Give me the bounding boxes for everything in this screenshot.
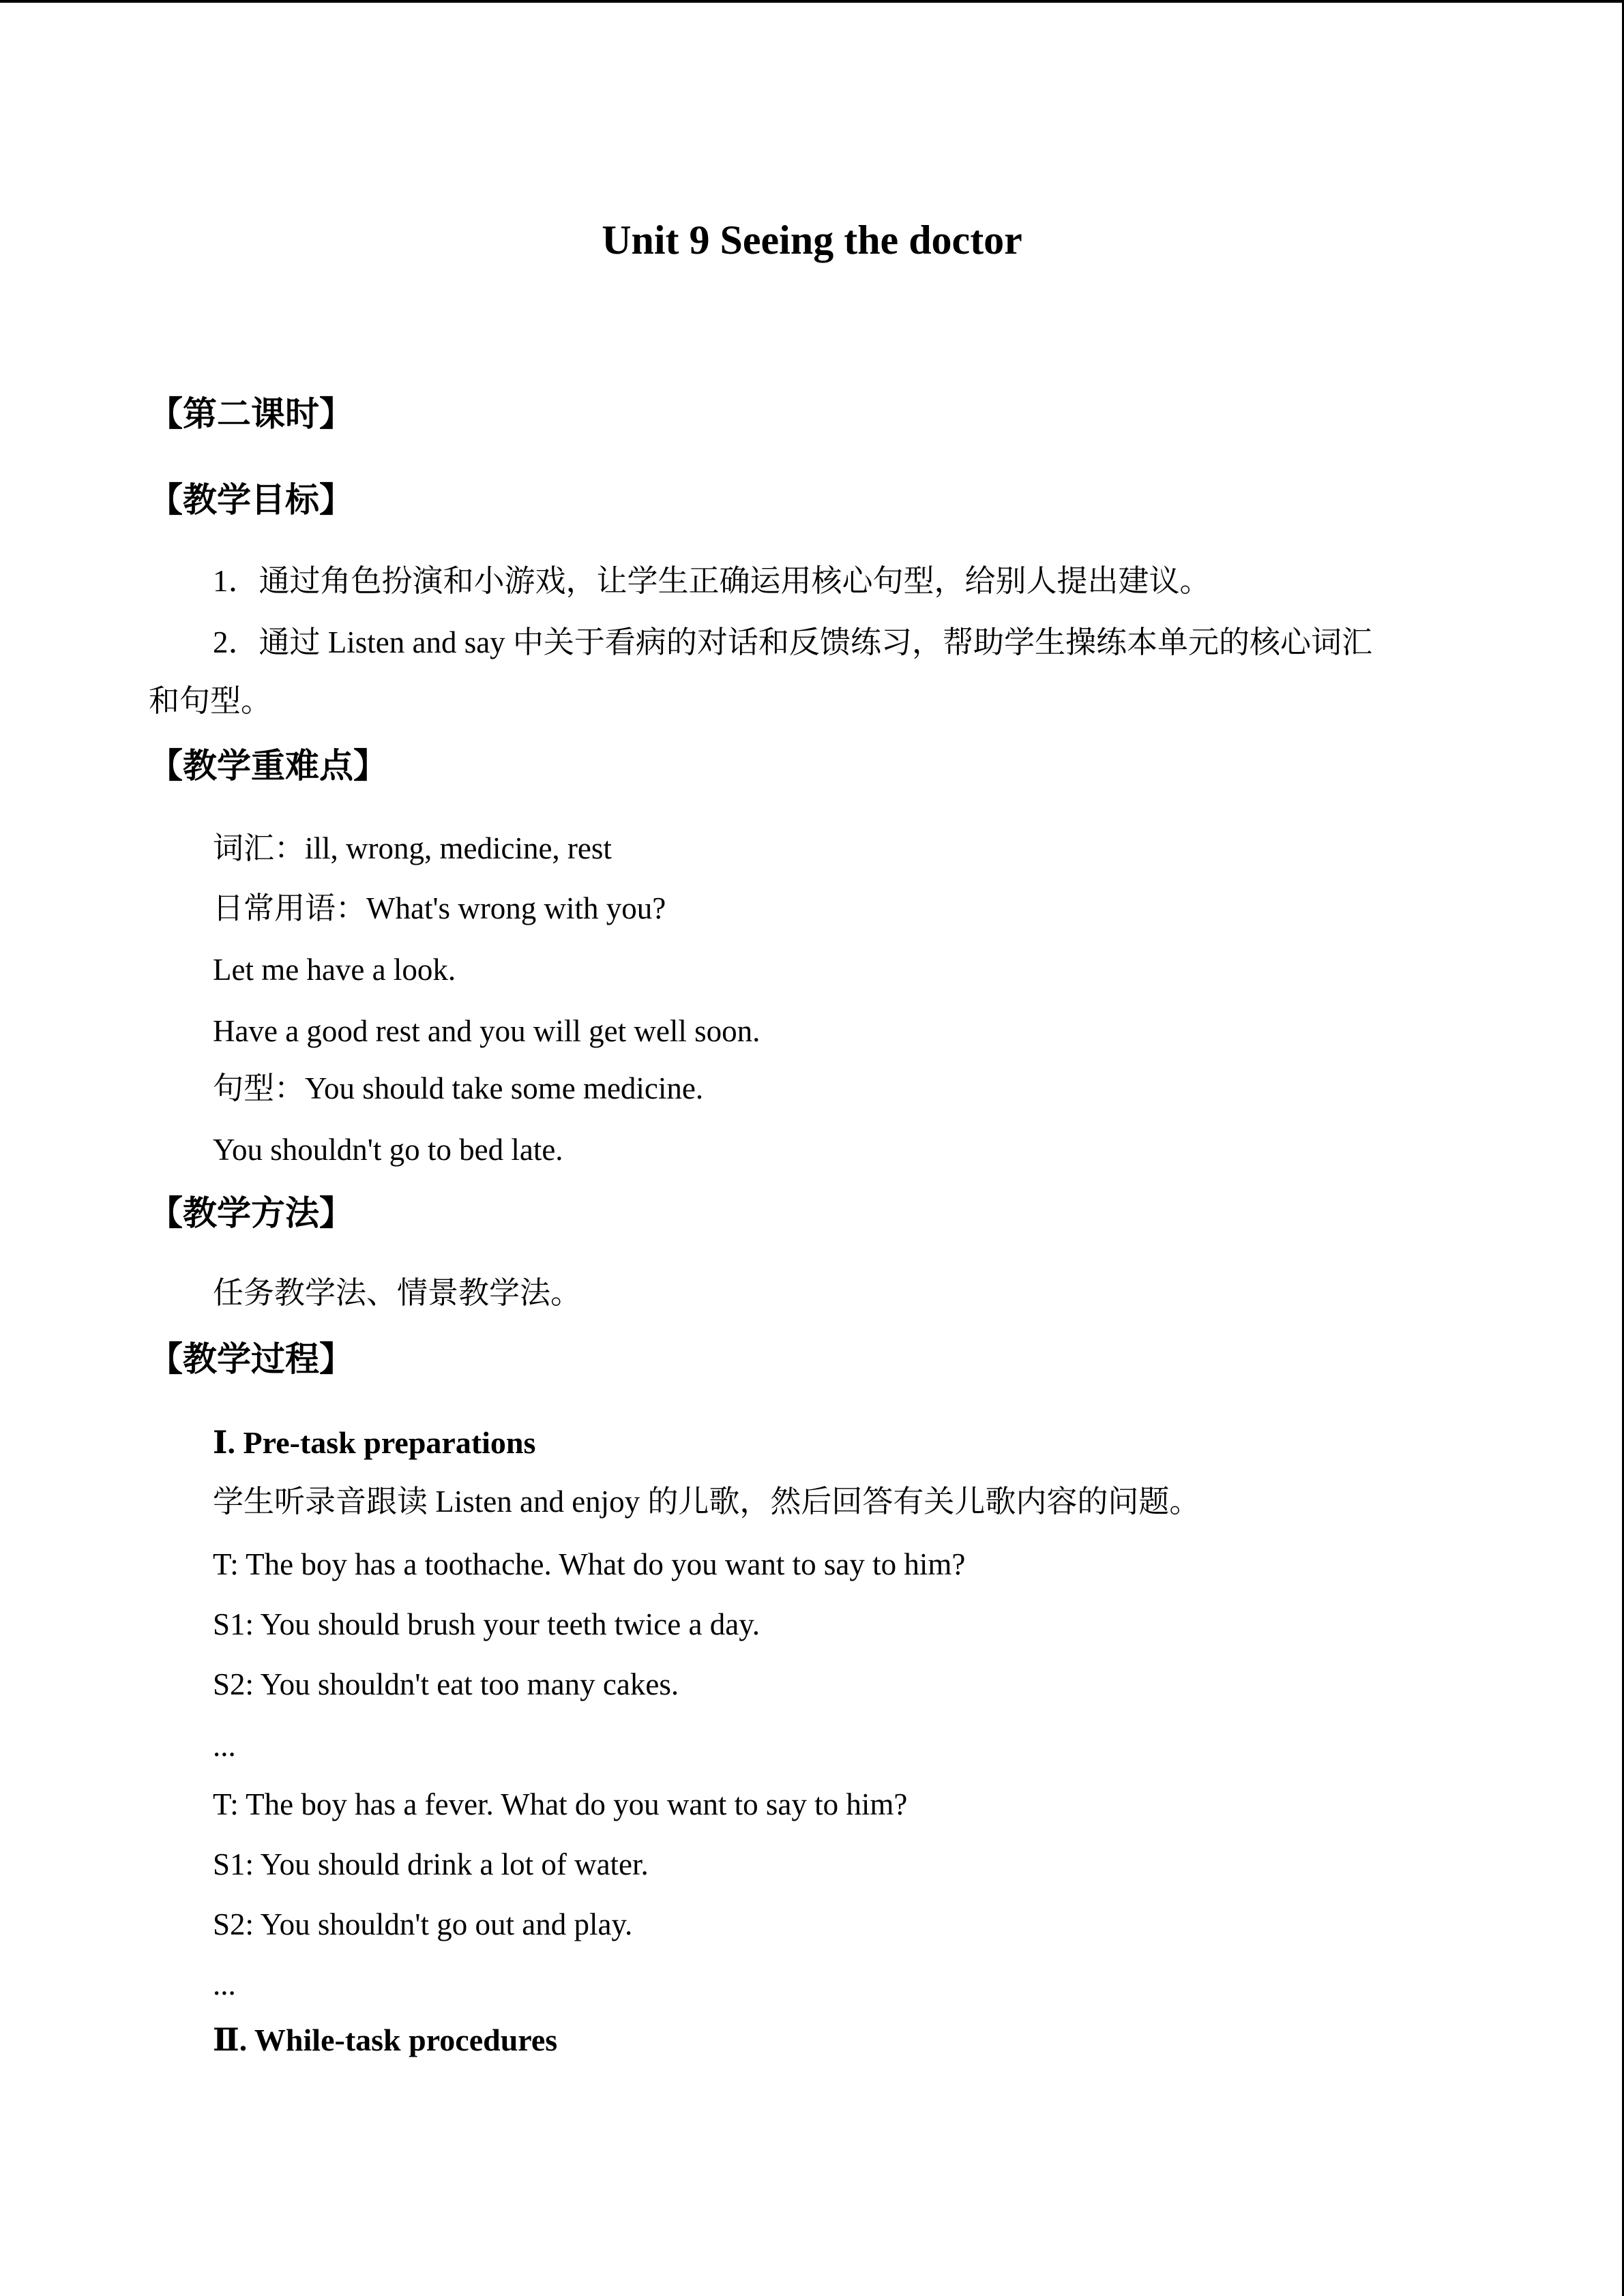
- lesson-heading: 【第二课时】: [149, 394, 353, 434]
- dialogue-line-1: T: The boy has a toothache. What do you want to say to him?: [213, 1547, 966, 1581]
- methods-text: 任务教学法、情景教学法。: [213, 1276, 582, 1310]
- dialogue-ellipsis-2: ...: [213, 1967, 236, 2001]
- page-top-border: [0, 0, 1624, 3]
- process-heading: 【教学过程】: [149, 1339, 353, 1379]
- key-points-phrase-2: Let me have a look.: [213, 953, 456, 987]
- key-points-phrases: 日常用语：What's wrong with you?: [213, 891, 666, 925]
- objective-item-1: 1．通过角色扮演和小游戏，让学生正确运用核心句型，给别人提出建议。: [213, 564, 1211, 598]
- pre-task-title: Ⅰ. Pre-task preparations: [213, 1425, 536, 1460]
- dialogue-line-5: S1: You should drink a lot of water.: [213, 1847, 649, 1881]
- dialogue-line-2: S1: You should brush your teeth twice a day.: [213, 1607, 761, 1641]
- key-points-pattern-1: 句型：You should take some medicine.: [213, 1071, 704, 1105]
- while-task-title: Ⅱ. While-task procedures: [213, 2023, 558, 2057]
- dialogue-line-4: T: The boy has a fever. What do you want to say to him?: [213, 1787, 908, 1821]
- dialogue-line-3: S2: You shouldn't eat too many cakes.: [213, 1667, 679, 1701]
- key-points-phrase-3: Have a good rest and you will get well soon.: [213, 1014, 761, 1048]
- objective-item-2-continued: 和句型。: [149, 684, 272, 718]
- key-points-heading: 【教学重难点】: [149, 746, 387, 786]
- objective-item-2: 2．通过 Listen and say 中关于看病的对话和反馈练习，帮助学生操练本单元的核心词汇: [213, 625, 1372, 659]
- pre-task-intro: 学生听录音跟读 Listen and enjoy 的儿歌，然后回答有关儿歌内容的问题。: [213, 1485, 1200, 1519]
- document-title: Unit 9 Seeing the doctor: [602, 218, 1022, 263]
- dialogue-ellipsis-1: ...: [213, 1729, 236, 1763]
- dialogue-line-6: S2: You shouldn't go out and play.: [213, 1907, 633, 1941]
- objectives-heading: 【教学目标】: [149, 480, 353, 520]
- key-points-vocab: 词汇：ill, wrong, medicine, rest: [213, 831, 612, 865]
- key-points-pattern-2: You shouldn't go to bed late.: [213, 1133, 563, 1167]
- methods-heading: 【教学方法】: [149, 1193, 353, 1233]
